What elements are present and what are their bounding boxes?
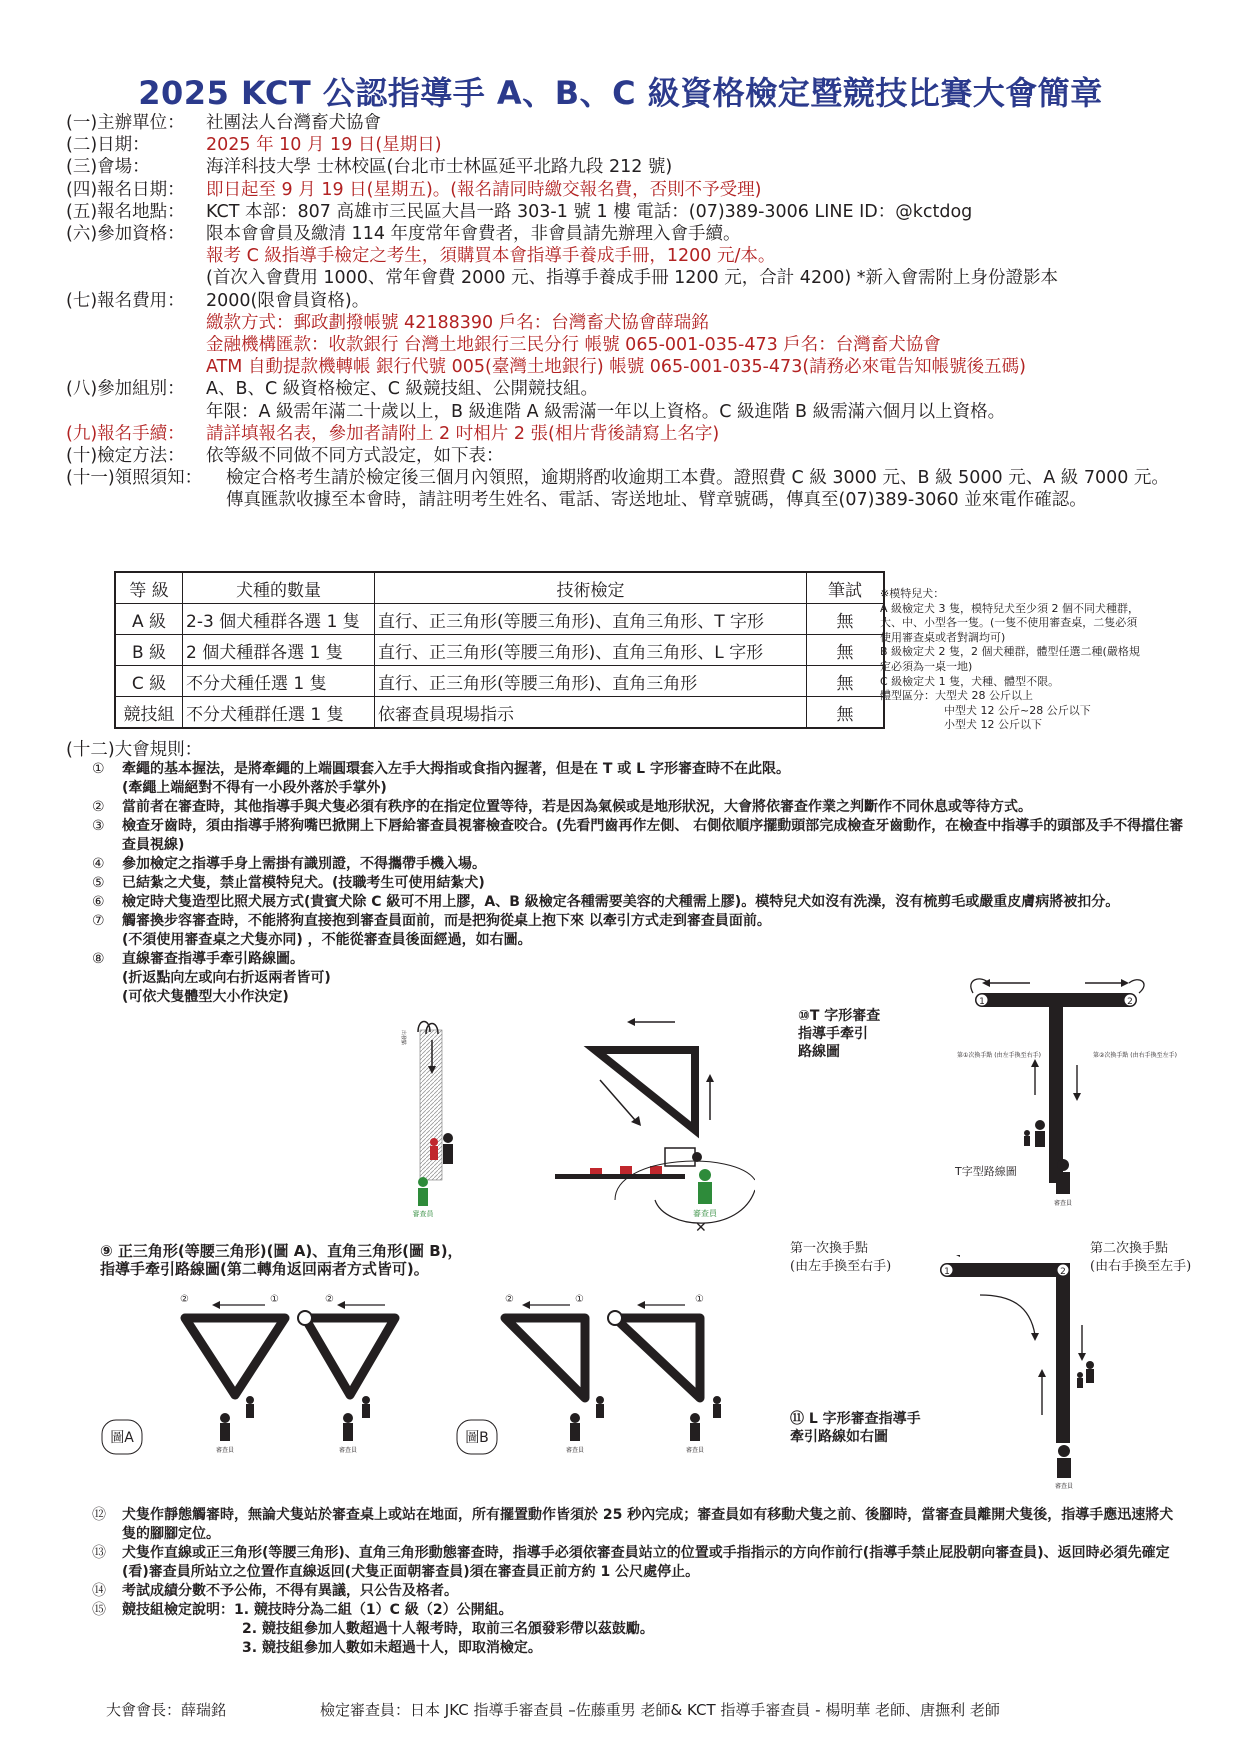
svg-text:2: 2 xyxy=(1060,1267,1066,1277)
rule-text: 觸審換步容審查時，不能將狗直接抱到審查員面前，而是把狗從桌上抱下來 以牽引方式走到審查員面前。 xyxy=(122,913,771,929)
value: 2000(限會員資格)。 xyxy=(206,290,370,311)
l-shape-diagram xyxy=(930,1255,1130,1490)
table-row xyxy=(115,697,884,729)
rule-number: ⑫ xyxy=(92,1507,106,1523)
table-row xyxy=(115,604,884,635)
judge-label: 審查員 xyxy=(1054,1483,1074,1490)
value: 社團法人台灣畜犬協會 xyxy=(206,113,381,133)
table-cell: 競技組 xyxy=(115,697,183,729)
rule-number: ⑤ xyxy=(92,875,105,891)
info-fee xyxy=(66,290,1186,312)
label: (二)日期： xyxy=(66,135,150,156)
table-cell: 不分犬種任選 1 隻 xyxy=(183,666,375,697)
table-header: 等 級 xyxy=(115,572,183,604)
l-second-switch: 第二次換手點 (由右手換至左手) xyxy=(1090,1241,1192,1274)
judge-label: 審查員 xyxy=(693,1209,717,1218)
rule-text: 競技組檢定說明：1. 競技時分為二組（1）C 級（2）公開組。 xyxy=(122,1602,513,1618)
info-eligibility xyxy=(66,223,1186,245)
label: (十)檢定方法： xyxy=(66,446,185,467)
svg-text:②: ② xyxy=(505,1294,514,1305)
table-cell: 依審查員現場指示 xyxy=(375,697,807,729)
rule-text: (不須使用審查桌之犬隻亦同) ，不能從審查員後面經過，如右圖。 xyxy=(122,932,532,948)
judge-label: 審查員 xyxy=(412,1210,434,1218)
footer-judges: 檢定審查員：日本 JKC 指導手審查員 –佐藤重男 老師& KCT 指導手審查員 - 楊明華 老師、唐撫利 老師 xyxy=(320,1701,1000,1719)
rules-section-2 xyxy=(66,1506,1186,1658)
table-header: 筆試 xyxy=(807,572,885,604)
rule-text: (折返點向左或向右折返兩者皆可) xyxy=(122,970,331,986)
table-cell: 2-3 個犬種群各選 1 隻 xyxy=(183,604,375,635)
t-shape-diagram xyxy=(945,975,1185,1215)
rule-text: (牽繩上端絕對不得有一小段外落於手掌外) xyxy=(122,780,387,796)
info-section xyxy=(66,112,1186,512)
rule-item xyxy=(92,1544,1186,1582)
judge-label: 審查員 xyxy=(1053,1200,1073,1207)
note-line: C 級檢定犬 1 隻，犬種、體型不限。 xyxy=(880,674,1060,688)
rules-heading: (十二)大會規則： xyxy=(66,740,203,760)
model-dog-note xyxy=(880,587,1180,733)
rule-text: 參加檢定之指導手身上需掛有識別證，不得攜帶手機入場。 xyxy=(122,856,486,872)
svg-text:2: 2 xyxy=(1127,997,1133,1007)
rule-number: ⑥ xyxy=(92,894,105,910)
label: (七)報名費用： xyxy=(66,290,185,311)
table-cell: B 級 xyxy=(115,635,183,666)
note-line: A 級檢定犬 3 隻，模特兒犬至少須 2 個不同犬種群， xyxy=(880,601,1140,615)
fee-line2: 繳款方式：郵政劃撥帳號 42188390 戶名：台灣畜犬協會薛瑞銘 xyxy=(206,312,709,333)
table-approach-diagram xyxy=(555,1010,755,1240)
value: 即日起至 9 月 19 日(星期五)。(報名請同時繳交報名費，否則不予受理) xyxy=(206,179,762,200)
rule-item xyxy=(92,1506,1186,1544)
footer-chair: 大會會長：薛瑞銘 xyxy=(106,1701,227,1719)
svg-text:✕: ✕ xyxy=(695,1220,707,1236)
table-cell: 無 xyxy=(807,666,885,697)
t-note-1: 第①次換手點 (由左手換至右手) xyxy=(957,1052,1041,1059)
rule-text: 2. 競技組參加人數超過十人報考時，取前三名頒發彩帶以茲鼓勵。 xyxy=(242,1621,654,1637)
table-cell: 直行、正三角形(等腰三角形)、直角三角形、L 字形 xyxy=(375,635,807,666)
svg-text:②: ② xyxy=(325,1294,334,1305)
judge-label: 審查員 xyxy=(215,1447,235,1454)
label: (六)參加資格： xyxy=(66,224,185,245)
figure-b-label: 圖B xyxy=(465,1430,489,1446)
fee-line3: 金融機構匯款：收款銀行 台灣土地銀行三民分行 帳號 065-001-035-473 戶名：台灣畜犬協會 xyxy=(206,335,941,356)
rule-text: 已結紮之犬隻，禁止當模特兒犬。(技職考生可使用結紮犬) xyxy=(122,875,485,891)
svg-text:②: ② xyxy=(180,1294,189,1305)
table-cell: 直行、正三角形(等腰三角形)、直角三角形、T 字形 xyxy=(375,604,807,635)
rule-text: 當前者在審查時，其他指導手與犬隻必須有秩序的在指定位置等待，若是因為氣候或是地形狀況，大會將依審查作業之判斷作不同休息或等待方式。 xyxy=(122,799,1032,815)
triangle-diagram-b xyxy=(455,1290,735,1470)
table-header: 技術檢定 xyxy=(375,572,807,604)
triangle-caption: ⑨ 正三角形(等腰三角形)(圖 A)、直角三角形(圖 B)， 指導手牽引路線圖(第二轉角返回兩者方式皆可)。 xyxy=(100,1242,463,1278)
label: (十一)領照須知： xyxy=(66,468,203,489)
rule-item xyxy=(92,874,1186,893)
rule-number: ⑦ xyxy=(92,913,105,929)
rule-item xyxy=(92,855,1186,874)
info-organizer xyxy=(66,112,1186,134)
rule-item xyxy=(92,1601,1186,1658)
eligibility-line2: 報考 C 級指導手檢定之考生，須購買本會指導手養成手冊，1200 元/本。 xyxy=(206,246,776,267)
table-row xyxy=(115,635,884,666)
rule-item xyxy=(92,1582,1186,1601)
label: (三)會場： xyxy=(66,157,150,178)
rules-section xyxy=(66,741,1186,1007)
exam-table xyxy=(114,571,885,729)
label: (九)報名手續： xyxy=(66,423,185,444)
rule-number: ① xyxy=(92,761,105,777)
rule-text: 犬隻作靜態觸審時，無論犬隻站於審查桌上或站在地面，所有擺置動作皆須於 25 秒內完成；審查員如有移動犬隻之前、後腳時，當審查員離開犬隻後，指導手應迅速將犬隻的腳腳定位。 xyxy=(122,1507,1174,1542)
rule-item xyxy=(92,912,952,950)
info-groups xyxy=(66,378,1186,400)
triangle-diagram-a xyxy=(100,1290,400,1470)
rule-number: ③ xyxy=(92,818,105,834)
svg-text:①: ① xyxy=(270,1294,279,1305)
rule-number: ⑭ xyxy=(92,1583,106,1599)
info-procedure xyxy=(66,423,1186,445)
table-cell: 無 xyxy=(807,697,885,729)
table-cell: C 級 xyxy=(115,666,183,697)
note-line: 使用審查桌或者對調均可) xyxy=(880,630,1006,644)
rule-text: 檢查牙齒時，須由指導手將狗嘴巴掀開上下唇給審查員視審檢查咬合。(先看門齒再作左側、 右側依順序擺動頭部完成檢查牙齒動作，在檢查中指導手的頭部及手不得擋住審查員視線) xyxy=(122,818,1184,853)
rule-item xyxy=(92,760,1186,798)
note-line: 中型犬 12 公斤~28 公斤以下 xyxy=(944,703,1091,717)
rule-text: 考試成績分數不予公佈，不得有異議，只公告及格者。 xyxy=(122,1583,458,1599)
rule-number: ⑬ xyxy=(92,1545,106,1561)
rule-text: 牽繩的基本握法，是將牽繩的上端圓環套入左手大拇指或食指內握著，但是在 T 或 L 字形審查時不在此限。 xyxy=(122,761,790,777)
judge-label: 審查員 xyxy=(685,1447,705,1454)
rule-item xyxy=(92,950,492,1007)
t-shape-caption: ⑩T 字形審查 指導手牽引 路線圖 xyxy=(798,1008,881,1060)
rule-number: ④ xyxy=(92,856,105,872)
start-point-label: 出發點 xyxy=(400,1030,406,1046)
value: 限本會會員及繳清 114 年度常年會費者，非會員請先辦理入會手續。 xyxy=(206,224,741,245)
info-date xyxy=(66,134,1186,156)
rule-item xyxy=(92,817,1186,855)
judge-label: 審查員 xyxy=(565,1447,585,1454)
table-cell: A 級 xyxy=(115,604,183,635)
value: 海洋科技大學 士林校區(台北市士林區延平北路九段 212 號) xyxy=(206,157,673,178)
l-shape-caption: ⑪ L 字形審查指導手 牽引路線如右圖 xyxy=(790,1411,921,1445)
table-cell: 無 xyxy=(807,604,885,635)
note-line: 小型犬 12 公斤以下 xyxy=(944,718,1042,732)
note-line: 大、中、小型各一隻。(一隻不使用審查桌，二隻必須 xyxy=(880,616,1138,630)
table-row xyxy=(115,666,884,697)
straight-line-diagram xyxy=(390,1010,470,1220)
svg-text:1: 1 xyxy=(979,997,985,1007)
info-method xyxy=(66,445,1186,467)
value: 檢定合格考生請於檢定後三個月內領照，逾期將酌收逾期工本費。證照費 C 級 3000 元、B 級 5000 元、A 級 7000 元。傳真匯款收據至本會時，請註明考生姓名、電話、寄送地址、臂章號碼，傳真至(07)389-3060 並來電作確認。 xyxy=(226,468,1169,511)
groups-line2: 年限：A 級需年滿二十歲以上，B 級進階 A 級需滿一年以上資格。C 級進階 B 級需滿六個月以上資格。 xyxy=(206,401,1006,422)
table-cell: 直行、正三角形(等腰三角形)、直角三角形 xyxy=(375,666,807,697)
label: (四)報名日期： xyxy=(66,179,185,200)
value: A、B、C 級資格檢定、C 級競技組、公開競技組。 xyxy=(206,379,599,400)
fee-line4: ATM 自動提款機轉帳 銀行代號 005(臺灣土地銀行) 帳號 065-001-035-473(請務必來電告知帳號後五碼) xyxy=(206,357,1026,378)
figure-a-label: 圖A xyxy=(110,1430,134,1446)
note-line: 定必須為一桌一地) xyxy=(880,659,973,673)
label: (一)主辦單位： xyxy=(66,113,185,133)
value: 依等級不同做不同方式設定，如下表： xyxy=(206,446,504,467)
info-venue xyxy=(66,156,1186,178)
note-line: B 級檢定犬 2 隻，2 個犬種群，體型任選二種(嚴格規 xyxy=(880,645,1140,659)
rule-item xyxy=(92,798,1186,817)
table-cell: 無 xyxy=(807,635,885,666)
table-cell: 2 個犬種群各選 1 隻 xyxy=(183,635,375,666)
table-header-row xyxy=(115,572,884,604)
rule-text: 檢定時犬隻造型比照犬展方式(貴賓犬除 C 級可不用上膠，A、B 級檢定各種需要美容的犬種需上膠)。模特兒犬如沒有洗澡，沒有梳剪毛或嚴重皮膚病將被扣分。 xyxy=(122,894,1120,910)
table-cell: 不分犬種群任選 1 隻 xyxy=(183,697,375,729)
rule-text: 犬隻作直線或正三角形(等腰三角形)、直角三角形動態審查時，指導手必須依審查員站立的位置或手指指示的方向作前行(指導手禁止屁股朝向審查員)、返回時必須先確定(看)審查員所站立之位置作直線返回(犬隻正面朝審查員)須在審查員正前方約 1 公尺處停止。 xyxy=(122,1545,1170,1580)
value: KCT 本部：807 高雄市三民區大昌一路 303-1 號 1 樓 電話：(07)389-3006 LINE ID：@kctdog xyxy=(206,201,973,222)
value: 請詳填報名表，參加者請附上 2 吋相片 2 張(相片背後請寫上名字) xyxy=(206,423,720,444)
rule-number: ② xyxy=(92,799,105,815)
value: 2025 年 10 月 19 日(星期日) xyxy=(206,135,442,156)
rule-text: (可依犬隻體型大小作決定) xyxy=(122,989,289,1005)
info-deadline xyxy=(66,179,1186,201)
rule-item xyxy=(92,893,1186,912)
eligibility-line3: (首次入會費用 1000、常年會費 2000 元、指導手養成手冊 1200 元，合計 4200) *新入會需附上身份證影本 xyxy=(206,268,1058,289)
svg-text:①: ① xyxy=(575,1294,584,1305)
rule-text: 直線審查指導手牽引路線圖。 xyxy=(122,951,304,967)
svg-text:①: ① xyxy=(695,1294,704,1305)
page-title: 2025 KCT 公認指導手 A、B、C 級資格檢定暨競技比賽大會簡章 xyxy=(138,74,1103,112)
table-header: 犬種的數量 xyxy=(183,572,375,604)
label: (八)參加組別： xyxy=(66,379,185,400)
t-shape-title: T字型路線圖 xyxy=(955,1165,1017,1178)
svg-text:1: 1 xyxy=(944,1267,950,1277)
info-address xyxy=(66,201,1186,223)
note-line: 體型區分：大型犬 28 公斤以上 xyxy=(880,689,1033,703)
rule-number: ⑮ xyxy=(92,1602,106,1618)
info-certificate xyxy=(66,467,1186,511)
note-line: ※模特兒犬： xyxy=(880,587,945,600)
l-first-switch: 第一次換手點 (由左手換至右手) xyxy=(790,1241,892,1274)
t-note-2: 第②次換手點 (由右手換至左手) xyxy=(1093,1052,1177,1059)
rule-number: ⑧ xyxy=(92,951,105,967)
judge-label: 審查員 xyxy=(338,1447,358,1454)
label: (五)報名地點： xyxy=(66,201,185,222)
rule-text: 3. 競技組參加人數如未超過十人，即取消檢定。 xyxy=(242,1640,542,1656)
